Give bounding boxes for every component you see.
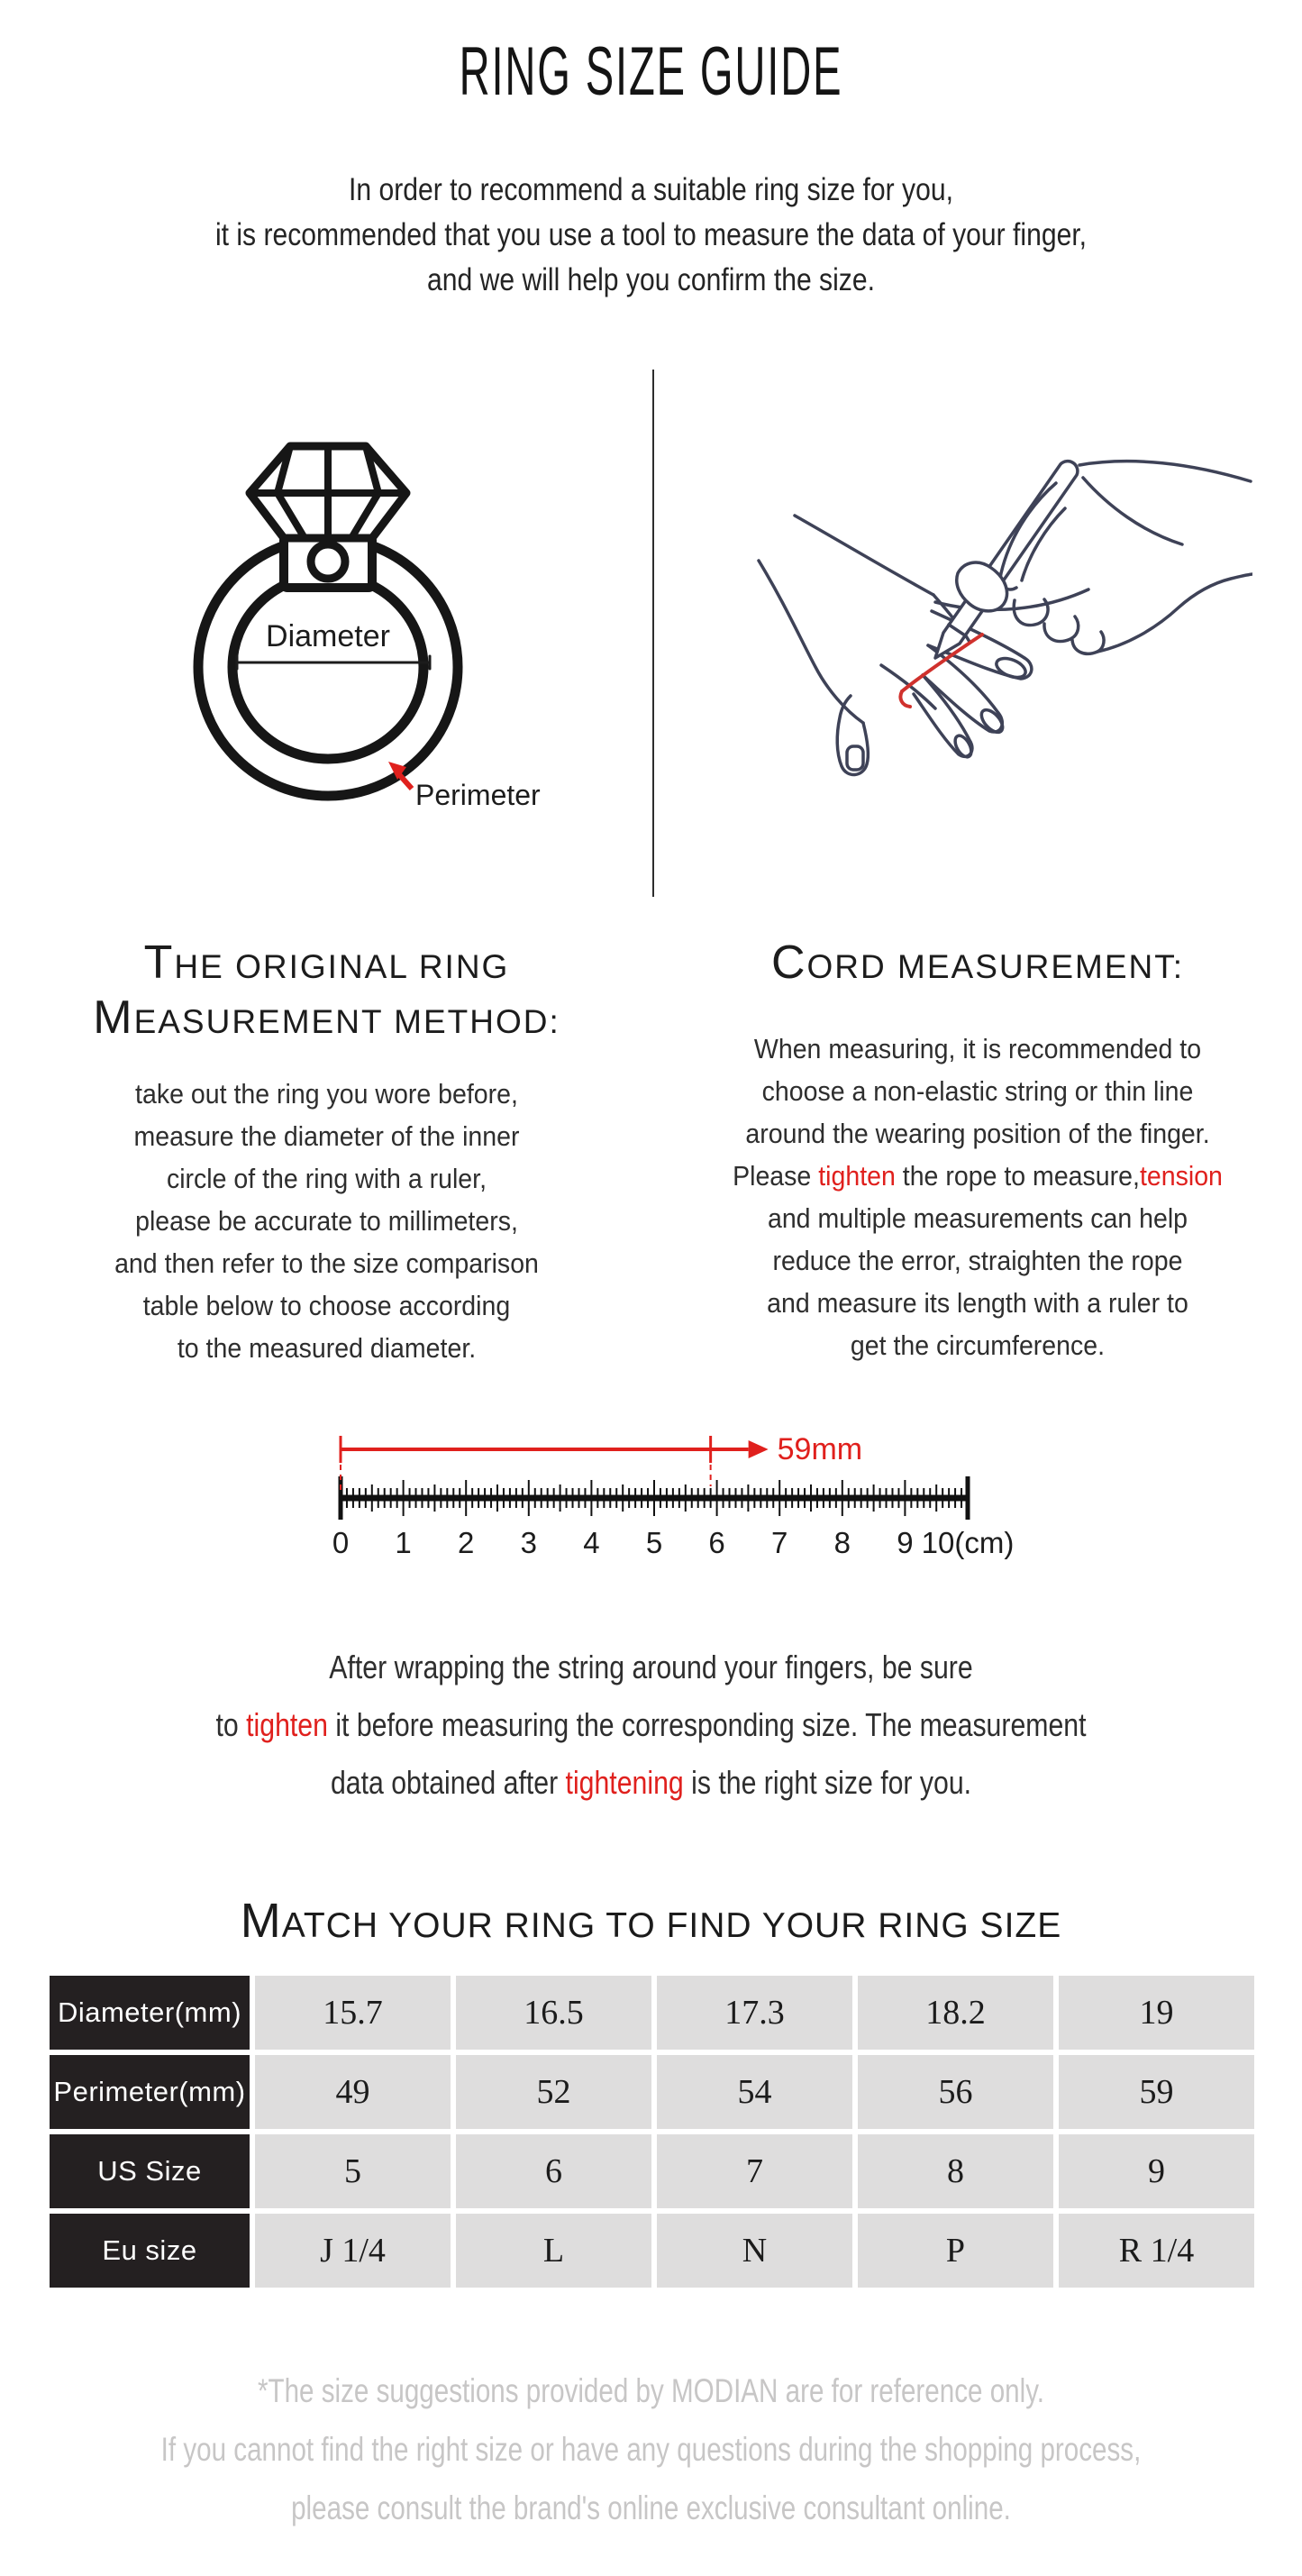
hands-illustration bbox=[694, 397, 1252, 901]
intro-line: it is recommended that you use a tool to measure the data of your finger, bbox=[214, 217, 1088, 252]
table-cell: 8 bbox=[858, 2134, 1053, 2208]
measuring-note bbox=[105, 1639, 1198, 1812]
ruler-label: 10(cm) bbox=[921, 1526, 1015, 1559]
right-arm-upper bbox=[1079, 461, 1251, 481]
table-cell: 15.7 bbox=[255, 1976, 451, 2050]
diameter-label: Diameter bbox=[266, 619, 390, 653]
footer-line: If you cannot find the right size or have any questions during the shopping process, bbox=[160, 2431, 1142, 2468]
text-line: get the circumference. bbox=[850, 1329, 1106, 1361]
table-header-cell: Eu size bbox=[50, 2214, 250, 2288]
ruler-label: 6 bbox=[708, 1526, 725, 1559]
ring-size-table bbox=[50, 1976, 1254, 2288]
table-cell: 9 bbox=[1059, 2134, 1254, 2208]
ruler-label: 4 bbox=[583, 1526, 600, 1559]
table-cell: 6 bbox=[456, 2134, 651, 2208]
finger-tip bbox=[914, 694, 972, 756]
text-line: table below to choose according bbox=[142, 1290, 511, 1321]
right-hand-back bbox=[1083, 478, 1182, 544]
text-line: measure the diameter of the inner bbox=[133, 1120, 520, 1152]
left-thumb-nail bbox=[847, 746, 863, 770]
ruler-label: 0 bbox=[332, 1526, 350, 1559]
text-line: around the wearing position of the finger. bbox=[745, 1118, 1210, 1149]
ring-band-inner bbox=[232, 575, 423, 759]
ruler-label: 5 bbox=[645, 1526, 663, 1559]
table-cell: N bbox=[657, 2214, 852, 2288]
table-header-cell: US Size bbox=[50, 2134, 250, 2208]
page-title: RING SIZE GUIDE bbox=[459, 33, 843, 110]
finger-top bbox=[923, 675, 970, 742]
finger-nail bbox=[978, 706, 1006, 735]
right-palm-edge bbox=[1097, 574, 1252, 652]
ruler-label: 7 bbox=[771, 1526, 788, 1559]
text-line: to tighten it before measuring the corresponding size. The measurement bbox=[215, 1706, 1087, 1743]
table-cell: L bbox=[456, 2214, 651, 2288]
text-line: reduce the error, straighten the rope bbox=[772, 1245, 1183, 1276]
table-cell: R 1/4 bbox=[1059, 2214, 1254, 2288]
text-line: circle of the ring with a ruler, bbox=[166, 1163, 487, 1194]
table-cell: 52 bbox=[456, 2055, 651, 2129]
text-line: and then refer to the size comparison bbox=[114, 1247, 539, 1279]
table-cell: 49 bbox=[255, 2055, 451, 2129]
highlighted-word: tighten bbox=[246, 1706, 328, 1743]
ruler-label: 59mm bbox=[777, 1432, 863, 1466]
ruler-label: 3 bbox=[520, 1526, 537, 1559]
table-cell: 7 bbox=[657, 2134, 852, 2208]
text-line: data obtained after tightening is the right size for you. bbox=[330, 1764, 972, 1801]
table-cell: 17.3 bbox=[657, 1976, 852, 2050]
ruler-label: 1 bbox=[395, 1526, 412, 1559]
footer-line: please consult the brand's online exclusive consultant online. bbox=[291, 2489, 1011, 2526]
heading-line: MEASUREMENT METHOD: bbox=[93, 991, 560, 1044]
text-line: please be accurate to millimeters, bbox=[135, 1205, 518, 1237]
footer-line: *The size suggestions provided by MODIAN are for reference only. bbox=[257, 2372, 1045, 2409]
table-cell: J 1/4 bbox=[255, 2214, 451, 2288]
vertical-divider bbox=[652, 370, 654, 897]
intro-line: In order to recommend a suitable ring size for you, bbox=[349, 172, 953, 207]
section-heading bbox=[0, 937, 653, 1047]
table-cell: 19 bbox=[1059, 1976, 1254, 2050]
ring-diagram-illustration bbox=[95, 419, 563, 834]
text-line: After wrapping the string around your fingers, be sure bbox=[329, 1649, 973, 1685]
table-header-cell: Diameter(mm) bbox=[50, 1976, 250, 2050]
table-cell: 16.5 bbox=[456, 1976, 651, 2050]
text-line: and multiple measurements can help bbox=[767, 1202, 1188, 1234]
table-header-cell: Perimeter(mm) bbox=[50, 2055, 250, 2129]
arrow-head-icon bbox=[749, 1440, 769, 1458]
table-cell: P bbox=[858, 2214, 1053, 2288]
highlighted-word: tension bbox=[1139, 1160, 1223, 1192]
text-line: Please tighten the rope to measure,tension bbox=[733, 1160, 1223, 1192]
original-ring-method-section bbox=[0, 937, 653, 1369]
curled-finger bbox=[1044, 617, 1079, 642]
section-body bbox=[679, 1028, 1276, 1366]
table-cell: 59 bbox=[1059, 2055, 1254, 2129]
highlighted-word: tighten bbox=[818, 1160, 896, 1192]
table-cell: 56 bbox=[858, 2055, 1053, 2129]
size-table-heading: MATCH YOUR RING TO FIND YOUR RING SIZE bbox=[240, 1894, 1062, 1948]
finger-nail bbox=[951, 733, 974, 760]
highlighted-word: tightening bbox=[565, 1764, 684, 1801]
intro-paragraph bbox=[91, 168, 1211, 303]
text-line: to the measured diameter. bbox=[177, 1332, 477, 1364]
section-heading: CORD MEASUREMENT: bbox=[770, 936, 1185, 989]
left-arm bbox=[795, 516, 933, 595]
table-cell: 54 bbox=[657, 2055, 852, 2129]
perimeter-label: Perimeter bbox=[415, 779, 541, 811]
ruler-label: 8 bbox=[833, 1526, 851, 1559]
ruler-label: 9 bbox=[897, 1526, 914, 1559]
disclaimer-footer bbox=[131, 2361, 1172, 2537]
ruler-label: 2 bbox=[458, 1526, 475, 1559]
ruler-illustration bbox=[302, 1429, 1032, 1573]
diameter-measure-line bbox=[237, 656, 430, 669]
text-line: and measure its length with a ruler to bbox=[767, 1287, 1188, 1319]
intro-line: and we will help you confirm the size. bbox=[427, 262, 875, 297]
text-line: When measuring, it is recommended to bbox=[753, 1033, 1202, 1064]
table-cell: 18.2 bbox=[858, 1976, 1053, 2050]
cord-measurement-section bbox=[653, 937, 1302, 1366]
section-body bbox=[26, 1073, 627, 1369]
heading-line: THE ORIGINAL RING bbox=[143, 936, 510, 989]
table-cell: 5 bbox=[255, 2134, 451, 2208]
text-line: take out the ring you wore before, bbox=[135, 1078, 518, 1110]
text-line: choose a non-elastic string or thin line bbox=[761, 1075, 1194, 1107]
